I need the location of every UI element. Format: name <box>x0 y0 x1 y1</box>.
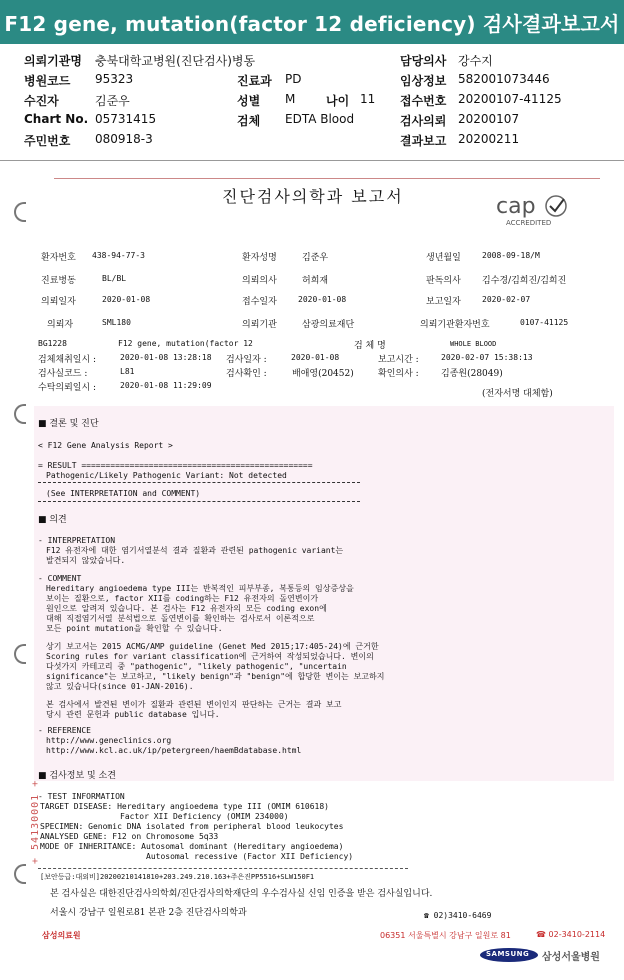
grid-label: 의뢰자 <box>47 320 74 330</box>
lab-phone: ☎ 02)3410-6469 <box>424 911 492 920</box>
section-opinion: ■ 의견 <box>38 515 67 525</box>
comment-line: 보이는 질환으로, factor XII를 coding하는 F12 유전자의 돌연변이가 <box>46 594 319 603</box>
result-rule <box>38 482 360 483</box>
rrn-label: 주민번호 <box>24 134 71 148</box>
ti-line: Factor XII Deficiency (OMIM 234000) <box>120 812 289 821</box>
grid-value: 0107-41125 <box>520 318 569 327</box>
report-title: F12 gene, mutation(factor 12 deficiency) 검사결과보고서 <box>4 11 620 36</box>
report-head: < F12 Gene Analysis Report > <box>38 441 173 450</box>
grid-label: 진료병동 <box>41 276 76 286</box>
ti-line: TARGET DISEASE: Hereditary angioedema type III (OMIM 610618) <box>40 802 329 811</box>
request-label: 검사의뢰 <box>400 114 447 128</box>
confirm-doc-value: 김종원(28049) <box>441 369 503 379</box>
security-line: [보안등급:대외비]20200210141810+203.249.210.163+주은진PP5516+SLW150F1 <box>40 873 315 881</box>
specimen-label: 검 체 명 <box>354 341 386 351</box>
receive-value: 2020-01-08 11:29:09 <box>120 381 212 390</box>
samsung-logo <box>480 948 538 962</box>
ti-line: MODE OF INHERITANCE: Autosomal dominant (Hereditary angioedema) <box>40 842 344 851</box>
patient-label: 수진자 <box>24 94 59 108</box>
clinical-value: 582001073446 <box>458 72 550 86</box>
room-value: L81 <box>120 367 135 376</box>
grid-value: 2020-01-08 <box>298 295 347 304</box>
clinical-label: 임상정보 <box>400 74 447 88</box>
grid-label: 의뢰의사 <box>242 276 277 286</box>
samsung-logo-text: SAMSUNG <box>486 950 530 958</box>
ti-line: Autosomal recessive (Factor XII Deficiency) <box>146 852 354 861</box>
result-date-label: 결과보고 <box>400 134 447 148</box>
hospcode-label: 병원코드 <box>24 74 71 88</box>
grid-value: 김준우 <box>302 253 329 263</box>
comment-line: 원인으로 알려져 있습니다. 본 검사는 F12 유전자의 모든 coding exon에 <box>46 604 327 613</box>
note-line: 당시 관련 문헌과 public database 입니다. <box>46 710 220 719</box>
footer-rule <box>38 868 408 869</box>
grid-label: 생년월일 <box>426 253 461 263</box>
report-time-value: 2020-02-07 15:38:13 <box>441 353 533 362</box>
patient-value: 김준우 <box>95 94 130 108</box>
report-time-label: 보고시간 : <box>378 355 419 365</box>
section-info: ■ 검사정보 및 소견 <box>38 771 116 781</box>
certification-text: 본 검사실은 대한진단검사의학회/진단검사의학재단의 우수검사실 신임 인증을 받은 검사실입니다. <box>50 889 433 899</box>
interp-head: - INTERPRETATION <box>38 536 116 545</box>
footer-address: 06351 서울특별시 강남구 일원로 81 <box>380 931 511 940</box>
esign-note: (전자서명 대체함) <box>482 389 553 399</box>
ti-line: ANALYSED GENE: F12 on Chromosome 5q33 <box>40 832 219 841</box>
doctor-label: 담당의사 <box>400 54 447 68</box>
side-number: + 54130001 + <box>30 779 41 864</box>
acmg-line: 상기 보고서는 2015 ACMG/AMP guideline (Genet Med 2015;17:405-24)에 근거한 <box>46 642 379 651</box>
grid-value: BL/BL <box>102 274 127 283</box>
footer <box>0 926 624 980</box>
grid-label: 접수일자 <box>242 297 277 307</box>
specimen-label: 검체 <box>237 114 261 128</box>
see-text: (See INTERPRETATION and COMMENT) <box>46 489 201 498</box>
confirm-doc-label: 확인의사 : <box>378 369 419 379</box>
grid-label: 환자번호 <box>41 253 76 263</box>
sex-value: M <box>285 92 296 106</box>
receive-label: 수탁의뢰일시 : <box>38 383 97 393</box>
comment-line: 대해 직접염기서열 분석법으로 돌연변이를 확인하는 검사로서 이론적으로 <box>46 614 315 623</box>
grid-value: SML180 <box>102 318 131 327</box>
receipt-label: 접수번호 <box>400 94 447 108</box>
collect-label: 검체채취일시 : <box>38 355 97 365</box>
institution-value: 충북대학교병원(진단검사)병동 <box>95 54 256 68</box>
ti-head: - TEST INFORMATION <box>38 792 125 801</box>
comment-line: 모든 point mutation을 확인할 수 있습니다. <box>46 624 223 633</box>
note-line: 본 검사에서 발견된 변이가 질환과 관련된 변이인지 판단하는 근거는 결과 보고 <box>46 700 342 709</box>
result-line: = RESULT ================================================ <box>38 461 313 470</box>
collect-value: 2020-01-08 13:28:18 <box>120 353 212 362</box>
grid-label: 판독의사 <box>426 276 461 286</box>
ref-head: - REFERENCE <box>38 726 91 735</box>
interp-line: F12 유전자에 대한 염기서열분석 결과 질환과 관련된 pathogenic variant는 <box>46 546 344 555</box>
result-rule-bottom <box>38 501 360 502</box>
interp-line: 발견되지 않았습니다. <box>46 556 126 565</box>
test-name: F12 gene, mutation(factor 12 <box>118 339 253 348</box>
exam-date-label: 검사일자 : <box>226 355 267 365</box>
institution-label: 의뢰기관명 <box>24 54 82 68</box>
dept-label: 진료과 <box>237 74 272 88</box>
cap-logo-text: cap <box>496 194 536 219</box>
grid-value: 2020-01-08 <box>102 295 151 304</box>
footer-left-brand: 삼성의료원 <box>42 931 81 940</box>
hospital-name: 삼성서울병원 <box>542 952 600 963</box>
specimen-value: EDTA Blood <box>285 112 355 126</box>
result-date-value: 20200211 <box>458 132 520 146</box>
age-label: 나이 <box>326 94 350 108</box>
grid-value: 438-94-77-3 <box>92 251 145 260</box>
grid-label: 보고일자 <box>426 297 461 307</box>
chart-label: Chart No. <box>24 112 89 126</box>
confirm-value: 배애영(20452) <box>292 369 354 379</box>
footer-phone: ☎ 02-3410-2114 <box>536 930 606 939</box>
request-value: 20200107 <box>458 112 520 126</box>
room-label: 검사실코드 : <box>38 369 88 379</box>
rrn-value: 080918-3 <box>95 132 153 146</box>
ti-line: SPECIMEN: Genomic DNA isolated from peripheral blood leukocytes <box>40 822 344 831</box>
ref-link: http://www.kcl.ac.uk/ip/petergreen/haemBdatabase.html <box>46 746 302 755</box>
grid-label: 의뢰기관환자번호 <box>420 320 490 330</box>
age-value: 11 <box>360 92 376 106</box>
doctor-value: 강수지 <box>458 54 493 68</box>
comment-head: - COMMENT <box>38 574 82 583</box>
scan-title: 진단검사의학과 보고서 <box>222 187 404 206</box>
exam-date-value: 2020-01-08 <box>291 353 340 362</box>
sex-label: 성별 <box>237 94 261 108</box>
grid-value: 2008-09-18/M <box>482 251 540 260</box>
comment-line: Hereditary angioedema type III는 반복적인 피부부종, 복통등의 임상증상을 <box>46 584 354 593</box>
hospcode-value: 95323 <box>95 72 134 86</box>
acmg-line: significance"는 보고하고, "likely benign"과 "benign"에 합당한 변이는 보고하지 <box>46 672 385 681</box>
grid-value: 2020-02-07 <box>482 295 531 304</box>
grid-value: 김수경/김희진/김희진 <box>482 276 567 286</box>
section-result: ■ 결론 및 진단 <box>38 419 99 429</box>
grid-value: 삼광의료재단 <box>302 320 355 330</box>
grid-label: 의뢰기관 <box>242 320 277 330</box>
ref-link: http://www.geneclinics.org <box>46 736 172 745</box>
grid-value: 허희재 <box>302 276 329 286</box>
acmg-line: 않고 있습니다(since 01-JAN-2016). <box>46 682 194 691</box>
lab-address: 서울시 강남구 일원로81 본관 2층 진단검사의학과 <box>50 908 247 918</box>
cap-accredited: ACCREDITED <box>506 219 552 227</box>
chart-value: 05731415 <box>95 112 157 126</box>
confirm-label: 검사확인 : <box>226 369 267 379</box>
grid-label: 의뢰일자 <box>41 297 76 307</box>
specimen-value: WHOLE BLOOD <box>450 340 497 348</box>
acmg-line: 다섯가지 카테고리 중 "pathogenic", "likely pathogenic", "uncertain <box>46 662 347 671</box>
acmg-line: Scoring rules for variant classification에 근거하여 작성되었습니다. 변이의 <box>46 652 374 661</box>
dept-value: PD <box>285 72 302 86</box>
test-code: BG1228 <box>38 339 67 348</box>
grid-label: 환자성명 <box>242 253 277 263</box>
receipt-value: 20200107-41125 <box>458 92 562 106</box>
result-text: Pathogenic/Likely Pathogenic Variant: Not detected <box>46 471 287 480</box>
